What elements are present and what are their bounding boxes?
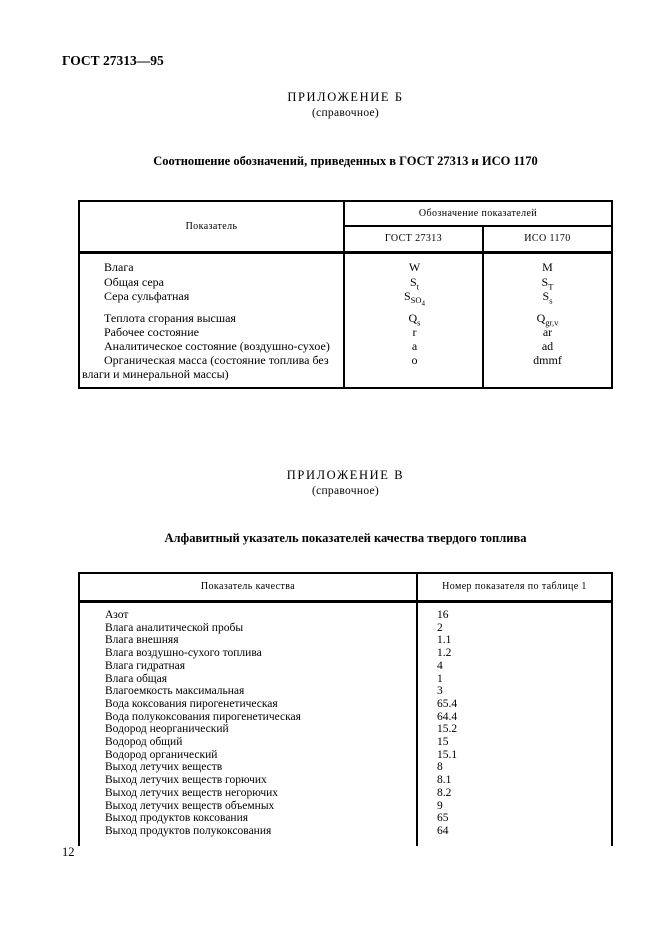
table-row (80, 609, 611, 622)
quality-label: Влага общая (105, 672, 168, 685)
gost-symbol: a (411, 338, 418, 353)
symbol-sub-text: SO (410, 295, 422, 306)
appendix-b-title: Соотношение обозначений, приведенных в ГОСТ 27313 и ИСО 1170 (153, 154, 538, 168)
table-row (80, 800, 611, 813)
table-row (80, 634, 611, 647)
appendix-v-heading: ПРИЛОЖЕНИЕ В (286, 468, 405, 482)
table-row (80, 761, 611, 774)
quality-label: Водород неорганический (105, 723, 229, 736)
symbol-sub (410, 295, 426, 308)
quality-label: Выход летучих веществ горючих (105, 774, 267, 787)
appendix-b-subheading: (справочное) (311, 107, 380, 119)
indicator-number: 15.2 (437, 723, 458, 736)
column-header-quality: Показатель качества (80, 574, 418, 600)
quality-label: Влага гидратная (105, 659, 186, 672)
symbol-base: Q (536, 310, 546, 325)
symbol-sub-text: gr,v (545, 317, 559, 328)
gost-symbol (345, 274, 484, 292)
quality-label: Выход летучих веществ (105, 761, 223, 774)
table-row (80, 274, 611, 292)
table-row (80, 673, 611, 686)
iso-symbol: dmmf (533, 352, 562, 367)
table-row (80, 339, 611, 353)
column-header-iso: ИСО 1170 (524, 233, 571, 244)
indicator-label: Теплота сгорания высшая (104, 310, 236, 325)
indicator-number: 1.1 (437, 634, 452, 647)
symbol-base: Q (408, 310, 418, 325)
doc-code: ГОСТ 27313—95 (62, 53, 164, 68)
quality-label: Влага внешняя (105, 634, 179, 647)
quality-label: Вода коксования пирогенетическая (105, 697, 278, 710)
indicator-number: 8 (437, 761, 443, 774)
column-header-indicator: Показатель (80, 202, 345, 251)
index-table (78, 572, 613, 846)
symbol-sub (549, 295, 552, 305)
table-row (80, 310, 611, 328)
table-divider (482, 254, 484, 387)
iso-symbol: ar (542, 324, 553, 339)
column-header-group: Обозначение показателей (345, 202, 611, 227)
quality-label: Влагоемкость максимальная (105, 685, 245, 698)
iso-symbol (484, 310, 611, 328)
indicator-number: 64.4 (437, 710, 458, 723)
indicator-label: Сера сульфатная (104, 288, 190, 303)
gost-symbol (345, 260, 484, 275)
table-row (80, 698, 611, 711)
table-divider (416, 603, 418, 846)
quality-label: Водород органический (105, 748, 218, 761)
symbols-table-header (80, 202, 611, 254)
appendix-v-heading-block (78, 468, 613, 497)
table-row (80, 711, 611, 724)
indicator-number: 1.2 (437, 647, 452, 660)
indicator-number: 2 (437, 621, 443, 634)
table-row (80, 787, 611, 800)
table-row (80, 325, 611, 339)
indicator-number: 8.2 (437, 786, 452, 799)
page-number: 12 (62, 845, 75, 859)
table-row (80, 774, 611, 787)
indicator-number: 64 (437, 824, 449, 837)
table-row (80, 622, 611, 635)
symbol-base: S (409, 274, 417, 289)
indicator-number: 15 (437, 736, 449, 749)
indicator-number: 9 (437, 799, 443, 812)
column-header-number: Номер показателя по таблице 1 (442, 581, 587, 592)
indicator-label: Органическая масса (состояние топлива без влаги и минеральной массы) (82, 352, 329, 381)
index-table-header (80, 574, 611, 603)
quality-label: Выход продуктов полукоксования (105, 824, 272, 837)
quality-label: Азот (105, 609, 129, 621)
iso-symbol: ad (541, 338, 554, 353)
symbol-base: S (403, 288, 411, 303)
indicator-number: 15.1 (437, 748, 458, 761)
table-row (80, 736, 611, 749)
table-row (80, 660, 611, 673)
table-divider (343, 254, 345, 387)
symbols-table-header-right (345, 202, 611, 251)
gost-symbol (345, 310, 484, 328)
quality-label: Выход летучих веществ объемных (105, 799, 275, 812)
symbol-subsub-text: 4 (421, 299, 426, 308)
symbol-base: S (541, 274, 549, 289)
symbols-table-subheader (345, 227, 611, 251)
gost-symbol (345, 288, 484, 308)
quality-label: Влага воздушно-сухого топлива (105, 647, 262, 660)
indicator-number: 65.4 (437, 697, 458, 710)
quality-label: Водород общий (105, 736, 183, 749)
indicator-label: Аналитическое состояние (воздушно-сухое) (104, 338, 330, 353)
table-row (80, 723, 611, 736)
indicator-label: Влага (104, 260, 134, 274)
symbol-base: S (542, 288, 550, 303)
symbols-table (78, 200, 613, 389)
quality-label: Выход продуктов коксования (105, 812, 249, 825)
table-row (80, 353, 611, 381)
quality-label: Влага аналитической пробы (105, 621, 244, 634)
iso-symbol (484, 288, 611, 306)
indicator-label: Общая сера (104, 274, 164, 289)
table-row (80, 260, 611, 275)
table-row (80, 749, 611, 762)
symbol-sub-text: s (549, 295, 553, 306)
indicator-label: Рабочее состояние (104, 324, 199, 339)
quality-label: Вода полукоксования пирогенетическая (105, 710, 301, 723)
table-row (80, 288, 611, 308)
appendix-b-heading: ПРИЛОЖЕНИЕ Б (287, 90, 404, 104)
table-row (80, 825, 611, 838)
quality-label: Выход летучих веществ негорючих (105, 786, 279, 799)
symbol-sub-text: t (416, 281, 420, 292)
table-row (80, 647, 611, 660)
appendix-v-subheading: (справочное) (311, 485, 380, 497)
table-row (80, 812, 611, 825)
appendix-v-title: Алфавитный указатель показателей качества твердого топлива (164, 531, 527, 545)
symbol-base: M (542, 260, 553, 274)
indicator-number: 8.1 (437, 774, 452, 787)
iso-symbol (484, 260, 611, 274)
symbol-base: W (408, 260, 421, 274)
indicator-number: 4 (437, 659, 443, 672)
symbol-sub-text: T (548, 281, 554, 292)
table-row (80, 685, 611, 698)
iso-symbol (484, 274, 611, 292)
appendix-b-heading-block (78, 90, 613, 119)
indicator-number: 1 (437, 672, 443, 685)
indicator-number: 16 (437, 609, 449, 621)
gost-symbol: r (412, 324, 417, 339)
index-table-body (80, 603, 611, 846)
indicator-number: 65 (437, 812, 449, 825)
column-header-gost: ГОСТ 27313 (345, 227, 484, 251)
symbol-sub-text: s (417, 317, 421, 328)
indicator-number: 3 (437, 685, 443, 698)
gost-symbol: o (411, 352, 418, 367)
symbols-table-body (80, 254, 611, 387)
